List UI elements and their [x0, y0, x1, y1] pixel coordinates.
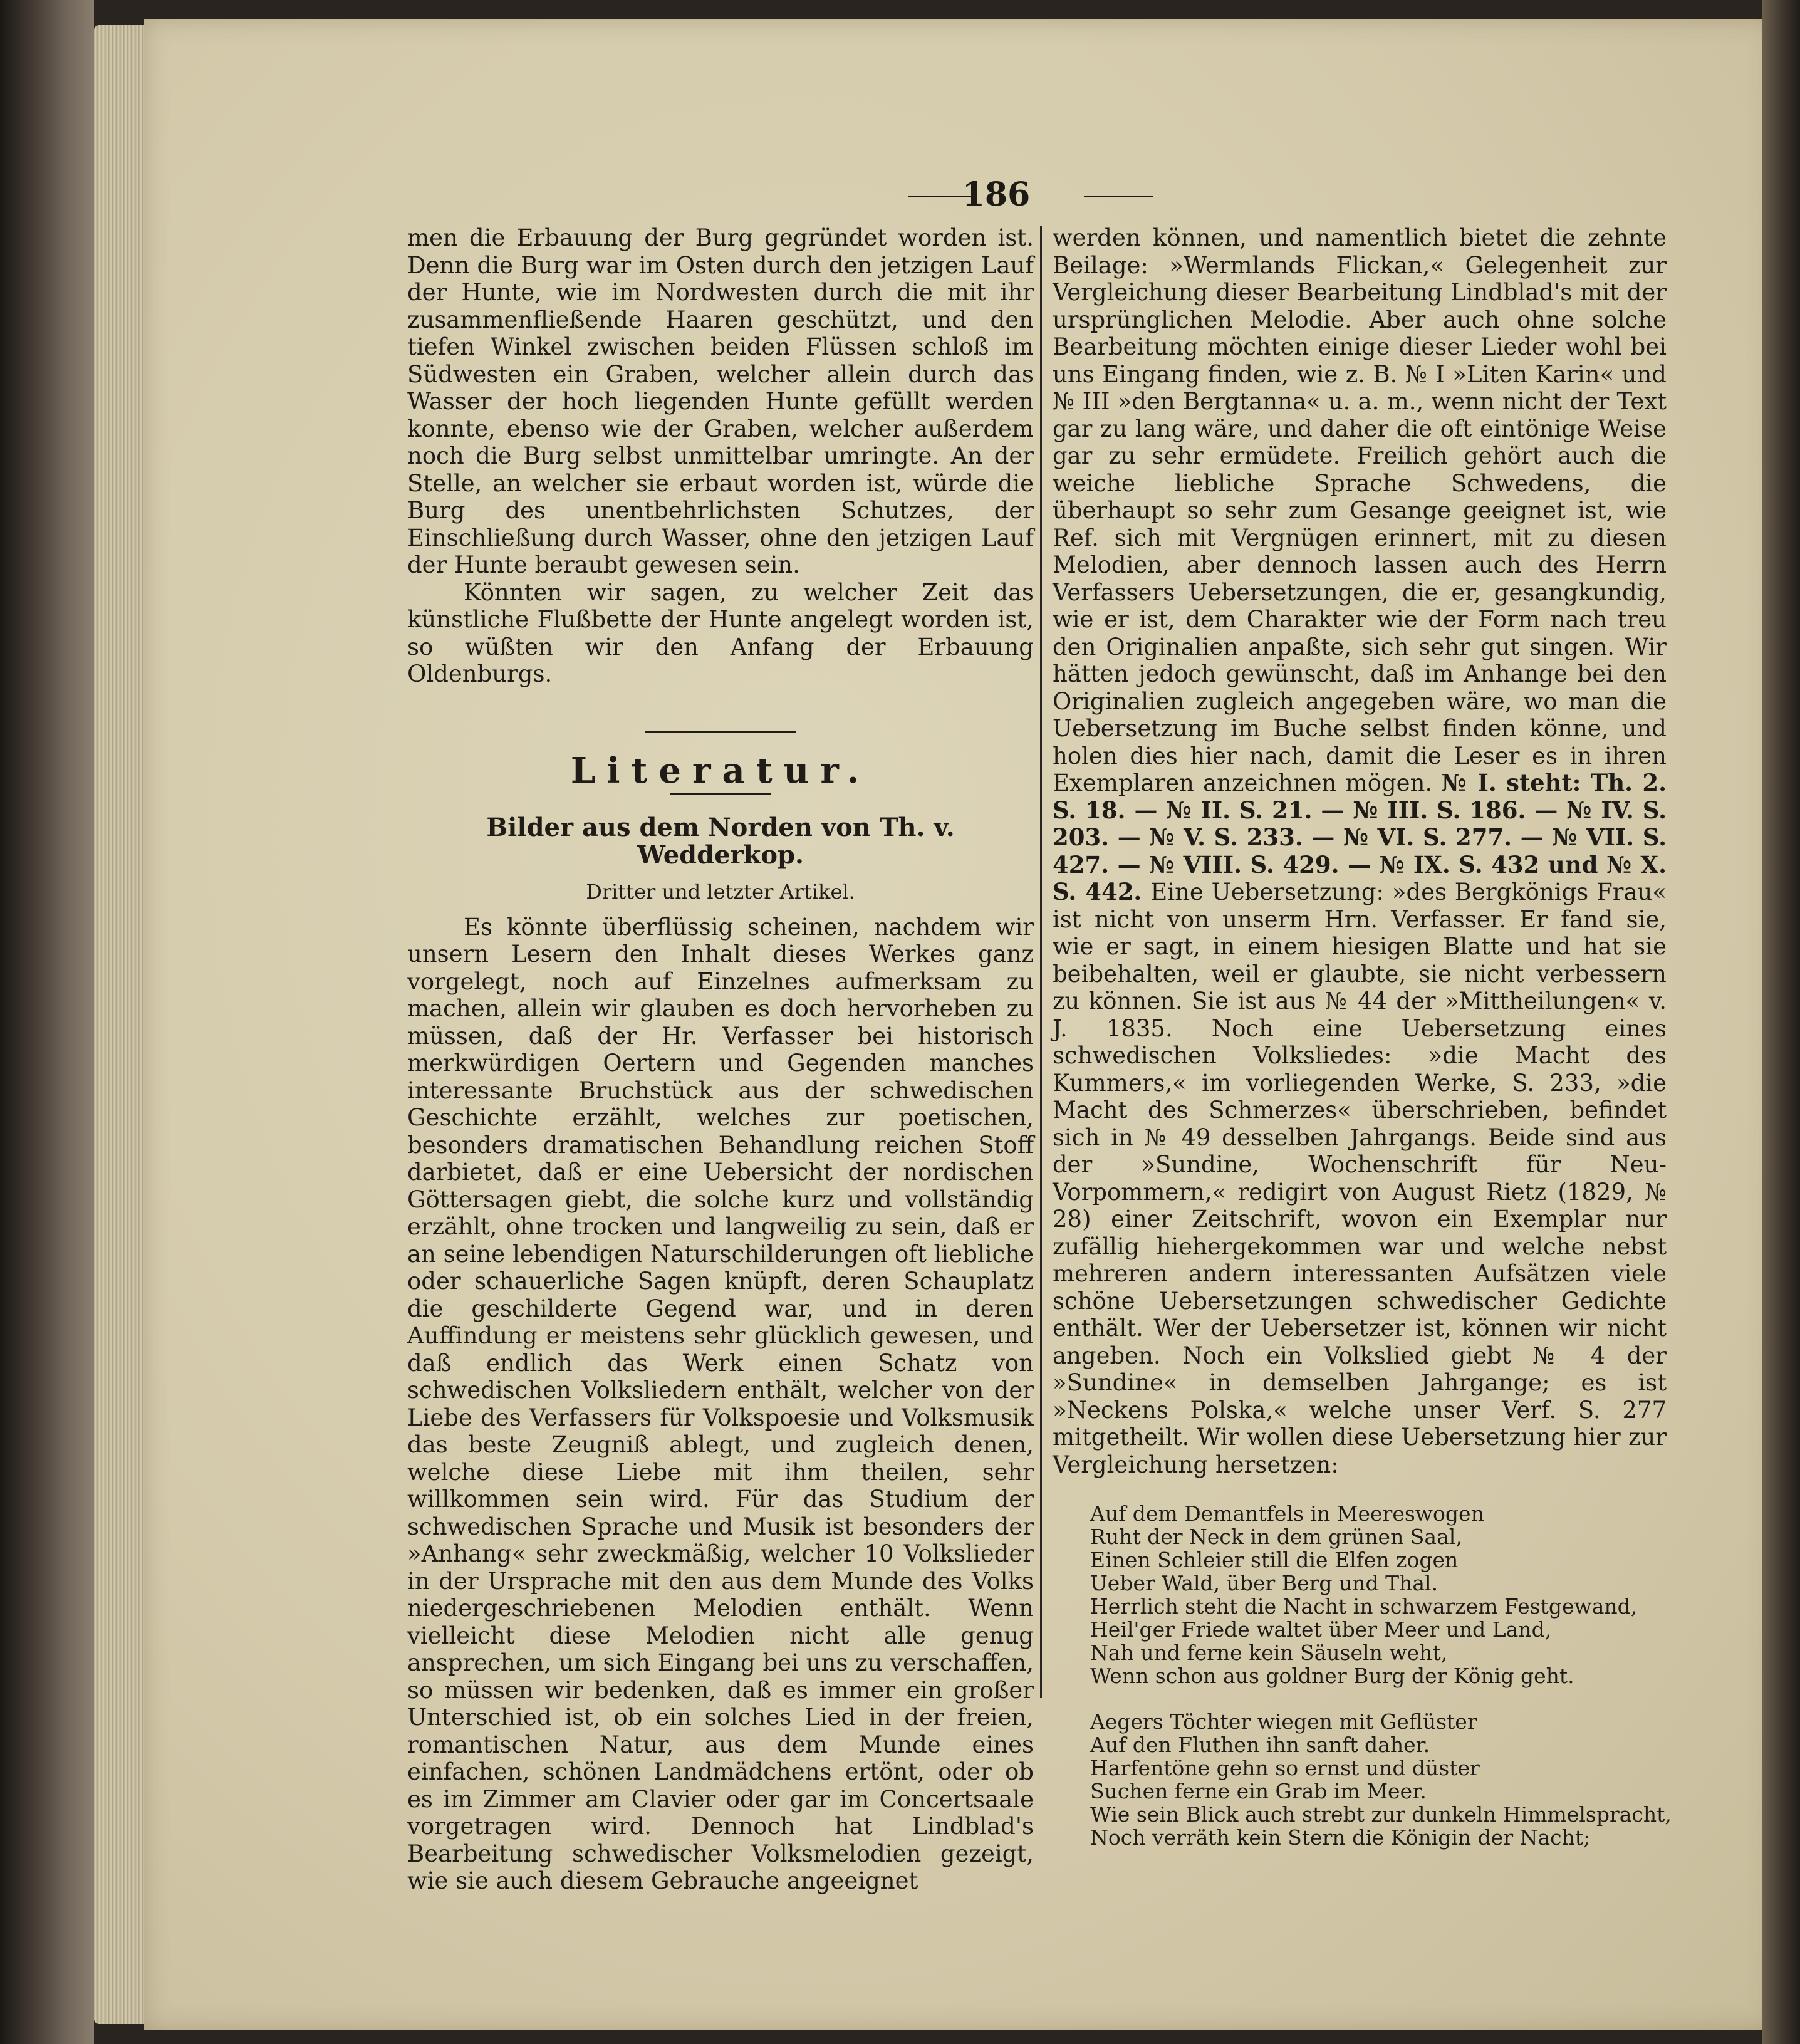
poem-line: Einen Schleier still die Elfen zogen [1090, 1548, 1459, 1572]
section-heading: Literatur. [570, 749, 871, 791]
right-paragraph-2: Eine Uebersetzung: »des Bergkönigs Frau« ist nicht von unserm Hrn. Verfasser. Er fand sie, wie er sagt, in einem hiesigen Blatte und hat sie beibehalten, weil er glaubte, sie nicht verbessern zu können. Sie ist aus № 44 der »Mittheilungen« v. J. 1835. Noch eine Uebersetzung eines schwedischen Volksliedes: »die Macht des Kummers,« im vorliegenden Werke, S. 233, »die Macht des Schmerzes« überschrieben, befindet sich in № 49 desselben Jahrgangs. Beide sind aus der »Sundine, Wochenschrift für Neu-Vorpommern,« redigirt von August Rietz (1829, № 28) einer Zeitschrift, wovon ein Exemplar nur zufällig hiehergekommen war und welche nebst mehreren andern interessanten Aufsätzen viele schöne Uebersetzungen schwedischer Gedichte enthält. Wer der Uebersetzer ist, können wir nicht angeben. Noch ein Volkslied giebt № 4 der »Sundine« in demselben Jahrgange; es ist »Neckens Polska,« welche unser Verf. S. 277 mitgetheilt. Wir wollen diese Uebersetzung hier zur Vergleichung hersetzen: [1053, 879, 1667, 1478]
section-rule [645, 731, 796, 733]
poem-line: Aegers Töchter wiegen mit Geflüster [1090, 1709, 1477, 1734]
article-subtitle: Dritter und letzter Artikel. [586, 880, 855, 904]
paragraph-oldenburg-1: men die Erbauung der Burg gegründet worden ist. Denn die Burg war im Osten durch den jetzigen Lauf der Hunte, wie im Nordwesten durch die mit ihr zusammenfließende Haaren geschützt, und den tiefen Winkel zwischen beiden Flüssen schloß im Südwesten ein Graben, welcher allein durch das Wasser der hoch liegenden Hunte gefüllt werden konnte, ebenso wie der Graben, welcher außerdem noch die Burg selbst unmittelbar umringte. An der Stelle, an welcher sie erbaut worden ist, würde die Burg des unentbehrlichsten Schutzes, der Einschließung durch Wasser, ohne den jetzigen Lauf der Hunte beraubt gewesen sein. [407, 224, 1034, 578]
poem-line: Suchen ferne ein Grab im Meer. [1090, 1779, 1427, 1803]
poem-line: Wie sein Blick auch strebt zur dunkeln Himmelspracht, [1090, 1802, 1672, 1827]
poem-line: Noch verräth kein Stern die Königin der Nacht; [1090, 1825, 1591, 1850]
poem-line: Herrlich steht die Nacht in schwarzem Festgewand, [1090, 1594, 1638, 1619]
book-right-edge [1762, 0, 1800, 2044]
book-spine-edge [0, 0, 94, 2044]
poem-line: Wenn schon aus goldner Burg der König geht. [1090, 1664, 1574, 1688]
poem-line: Auf dem Demantfels in Meereswogen [1090, 1501, 1484, 1526]
poem-line: Harfentöne gehn so ernst und düster [1090, 1756, 1480, 1780]
right-column [1053, 224, 1672, 1872]
poem-stanza-2 [1090, 1709, 1672, 1850]
number-references: № I. steht: Th. 2. S. 18. — № II. S. 21. — № III. S. 186. — № IV. S. 203. — № V. S. 233. — № VI. S. 277. — № VII. S. 427. — № VIII. S. 429. — № IX. S. 432 und № X. S. 442. [1053, 769, 1667, 905]
article-paragraph: Es könnte überflüssig scheinen, nachdem wir unsern Lesern den Inhalt dieses Werkes ganz vorgelegt, noch auf Einzelnes aufmerksam zu machen, allein wir glauben es doch hervorheben zu müssen, daß der Hr. Verfasser bei historisch merkwürdigen Oertern und Gegenden manches interessante Bruchstück aus der schwedischen Geschichte erzählt, welches zur poetischen, besonders dramatischen Behandlung reichen Stoff darbietet, daß er eine Uebersicht der nordischen Göttersagen giebt, die solche kurz und vollständig erzählt, ohne trocken und langweilig zu sein, daß er an seine lebendigen Naturschilderungen oft liebliche oder schauerliche Sagen knüpft, deren Schauplatz die geschilderte Gegend war, und in deren Auffindung er meistens sehr glücklich gewesen, und daß endlich das Werk einen Schatz von schwedischen Volksliedern enthält, welcher von der Liebe des Verfassers für Volkspoesie und Volksmusik das beste Zeugniß ablegt, und zugleich denen, welche diese Liebe mit ihm theilen, sehr willkommen sein wird. Für das Studium der schwedischen Sprache und Musik ist besonders der »Anhang« sehr zweckmäßig, welcher 10 Volkslieder in der Ursprache mit den aus dem Munde des Volks niedergeschriebenen Melodien enthält. Wenn vielleicht diese Melodien nicht alle genug ansprechen, um sich Eingang bei uns zu verschaffen, so müssen wir bedenken, daß es immer ein großer Unterschied ist, ob ein solches Lied in der freien, romantischen Natur, aus dem Munde eines einfachen, schönen Landmädchens ertönt, oder ob es im Zimmer am Clavier oder gar im Concertsaale vorgetragen wird. Dennoch hat Lindblad's Bearbeitung schwedischer Volksmelodien gezeigt, wie sie auch diesem Gebrauche angeeignet [407, 913, 1034, 1894]
poem-line: Nah und ferne kein Säuseln weht, [1090, 1640, 1448, 1665]
column-divider [1040, 226, 1042, 1698]
article-title: Bilder aus dem Norden von Th. v. Wedderkop. [486, 813, 955, 870]
poem-line: Ruht der Neck in dem grünen Saal, [1090, 1525, 1462, 1549]
page-number: 186 [962, 175, 1031, 214]
poem-line: Ueber Wald, über Berg und Thal. [1090, 1571, 1438, 1595]
poem-stanza-1 [1090, 1502, 1667, 1687]
paragraph-oldenburg-2: Könnten wir sagen, zu welcher Zeit das künstliche Flußbette der Hunte angelegt worden ist, so wüßten wir den Anfang der Erbauung Oldenburgs. [407, 578, 1034, 687]
poem-line: Heil'ger Friede waltet über Meer und Land, [1090, 1617, 1552, 1642]
poem-line: Auf den Fluthen ihn sanft daher. [1090, 1733, 1430, 1757]
right-paragraph-1: werden können, und namentlich bietet die zehnte Beilage: »Wermlands Flickan,« Gelegenheit zur Vergleichung dieser Bearbeitung Lindblad's mit der ursprünglichen Melodie. Aber auch ohne solche Bearbeitung möchten einige dieser Lieder wohl bei uns Eingang finden, wie z. B. № I »Liten Karin« und № III »den Bergtanna« u. a. m., wenn nicht der Text gar zu lang wäre, und daher die oft eintönige Weise gar zu sehr ermüdete. Freilich gehört auch die weiche liebliche Sprache Schwedens, die überhaupt so sehr zum Gesange geeignet ist, wie Ref. sich mit Vergnügen erinnert, mit zu diesen Melodien, aber dennoch lassen auch des Herrn Verfassers Uebersetzungen, die er, gesangkundig, wie er ist, dem Charakter wie der Form nach treu den Originalien anpaßte, sich sehr gut singen. Wir hätten jedoch gewünscht, daß im Anhange bei den Originalien zugleich angegeben wäre, wo man die Uebersetzung im Buche selbst finden könne, und holen dies hier nach, damit die Leser es in ihren Exemplaren anzeichnen mögen. [1053, 224, 1667, 796]
poem [1090, 1501, 1672, 1850]
heading-rule [670, 793, 771, 795]
left-column [407, 224, 1034, 1895]
page-number-rule-right [1084, 196, 1153, 197]
